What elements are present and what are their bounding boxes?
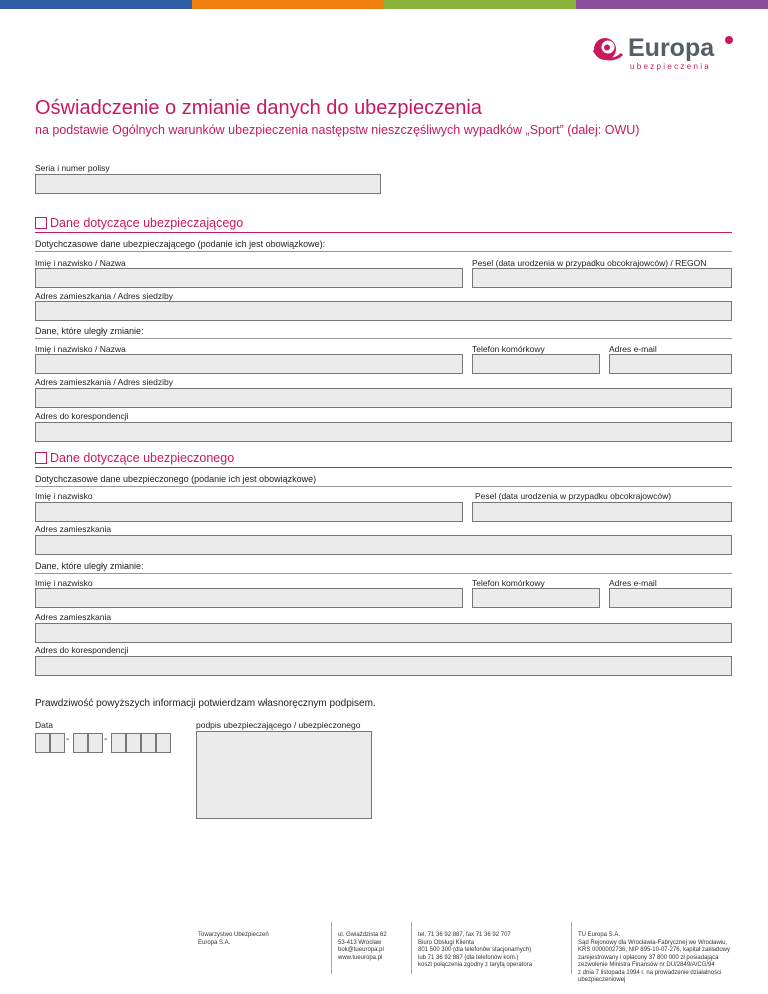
insured-current-pesel-label: Pesel (data urodzenia w przypadku obcokrajowców) [475, 491, 672, 501]
insured-changed-phone-label: Telefon komórkowy [472, 578, 545, 588]
insurer-section-title: Dane dotyczące ubezpieczającego [50, 216, 244, 230]
footer-company [198, 932, 269, 947]
policy-number-field[interactable] [35, 174, 381, 194]
insured-changed-address-label: Adres zamieszkania [35, 612, 112, 622]
date-separator: - [66, 734, 70, 745]
signature-label: podpis ubezpieczającego / ubezpieczonego [196, 720, 361, 730]
insurer-changed-phone-field[interactable] [472, 354, 600, 374]
insurer-section-rule [35, 232, 732, 233]
brand-logo [592, 34, 742, 74]
page-title: Oświadczenie o zmianie danych do ubezpieczenia [35, 97, 482, 119]
insured-current-address-label: Adres zamieszkania [35, 524, 112, 534]
insured-changed-email-field[interactable] [609, 588, 732, 608]
footer-address [338, 932, 387, 962]
logo-wordmark: Europa [628, 34, 715, 62]
insurer-current-rule [35, 251, 732, 252]
top-color-bar [0, 0, 768, 9]
date-label: Data [35, 720, 53, 730]
logo-dot-icon [724, 35, 734, 45]
footer-contact [418, 932, 532, 970]
insurer-current-address-label: Adres zamieszkania / Adres siedziby [35, 291, 173, 301]
insurer-changed-email-field[interactable] [609, 354, 732, 374]
footer-line: 53-413 Wrocław [338, 939, 382, 946]
date-day-digit-1[interactable] [35, 733, 50, 753]
date-month-digit-2[interactable] [88, 733, 103, 753]
footer-line: Towarzystwo Ubezpieczeń [198, 932, 269, 938]
insured-changed-name-label: Imię i nazwisko [35, 578, 93, 588]
insurer-changed-rule [35, 338, 732, 339]
date-separator: - [104, 734, 108, 745]
insurer-changed-phone-label: Telefon komórkowy [472, 344, 545, 354]
insurer-current-pesel-label: Pesel (data urodzenia w przypadku obcokrajowców) / REGON [472, 258, 707, 268]
insurer-section-checkbox[interactable] [35, 217, 47, 229]
insurer-changed-address-label: Adres zamieszkania / Adres siedziby [35, 377, 173, 387]
insured-changed-heading: Dane, które uległy zmianie: [35, 561, 144, 571]
insured-section-checkbox[interactable] [35, 452, 47, 464]
insurer-section-header [35, 215, 243, 231]
insurer-current-name-field[interactable] [35, 268, 463, 288]
signature-field[interactable] [196, 731, 372, 819]
insured-changed-email-label: Adres e-mail [609, 578, 657, 588]
policy-number-label: Seria i numer polisy [35, 163, 110, 173]
footer-website-link[interactable]: www.tueuropa.pl [338, 954, 383, 961]
insurer-current-name-label: Imię i nazwisko / Nazwa [35, 258, 126, 268]
insurer-current-heading: Dotychczasowe dane ubezpieczającego (podanie ich jest obowiązkowe): [35, 239, 326, 249]
footer-email-link[interactable]: bok@tueuropa.pl [338, 947, 384, 953]
footer-line: lub 71 36 92 887 (dla telefonów kom.) [418, 954, 519, 961]
footer-line: TU Europa S.A. [578, 932, 621, 938]
footer-line: ubezpieczeniowej [578, 977, 626, 983]
insured-changed-name-field[interactable] [35, 588, 463, 608]
insurer-changed-name-label: Imię i nazwisko / Nazwa [35, 344, 126, 354]
footer-divider [411, 922, 412, 974]
insurer-correspondence-field[interactable] [35, 422, 732, 442]
insurer-current-pesel-field[interactable] [472, 268, 732, 288]
footer-line: zarejestrowany i opłacony 37 800 000 zł posiadająca [578, 954, 719, 961]
bar-segment-green [384, 0, 576, 9]
insured-changed-phone-field[interactable] [472, 588, 600, 608]
insured-current-heading: Dotychczasowe dane ubezpieczonego (podanie ich jest obowiązkowe) [35, 474, 317, 484]
insured-current-pesel-field[interactable] [472, 502, 732, 522]
insured-correspondence-field[interactable] [35, 656, 732, 676]
date-year-digit-3[interactable] [141, 733, 156, 753]
bar-segment-orange [192, 0, 384, 9]
footer-line: Sąd Rejonowy dla Wrocławia-Fabrycznej we Wrocławiu, [578, 939, 728, 946]
insured-current-name-field[interactable] [35, 502, 463, 522]
insured-current-name-label: Imię i nazwisko [35, 491, 93, 501]
insured-section-header [35, 450, 234, 466]
logo-tagline: ubezpieczenia [630, 62, 712, 71]
footer-line: Europa S.A. [198, 939, 231, 946]
footer-line: 801 500 300 (dla telefonów stacjonarnych) [418, 947, 532, 953]
insurer-current-address-field[interactable] [35, 301, 732, 321]
date-day-digit-2[interactable] [50, 733, 65, 753]
insured-changed-address-field[interactable] [35, 623, 732, 643]
footer-divider [571, 922, 572, 974]
footer-divider [331, 922, 332, 974]
logo-mark-icon [592, 36, 626, 64]
insured-section-title: Dane dotyczące ubezpieczonego [50, 451, 235, 465]
insurer-changed-email-label: Adres e-mail [609, 344, 657, 354]
footer-legal [578, 932, 730, 985]
date-month-digit-1[interactable] [73, 733, 88, 753]
confirmation-statement: Prawdziwość powyższych informacji potwierdzam własnoręcznym podpisem. [35, 698, 376, 709]
insurer-changed-heading: Dane, które uległy zmianie: [35, 326, 144, 336]
footer-line: tel. 71 36 92 887, fax 71 36 92 707 [418, 932, 511, 938]
page-subtitle: na podstawie Ogólnych warunków ubezpieczenia następstw nieszczęśliwych wypadków „Sport” (dalej: OWU) [35, 123, 640, 137]
insured-correspondence-label: Adres do korespondencji [35, 645, 129, 655]
insured-section-rule [35, 467, 732, 468]
insurer-changed-name-field[interactable] [35, 354, 463, 374]
footer-line: z dnia 7 listopada 1994 r. na prowadzenie działalności [578, 969, 722, 976]
insurer-correspondence-label: Adres do korespondencji [35, 411, 129, 421]
bar-segment-purple [576, 0, 768, 9]
insured-current-address-field[interactable] [35, 535, 732, 555]
footer-line: ul. Gwiaździsta 62 [338, 932, 387, 938]
footer-line: zezwolenie Ministra Finansów nr DU/2849/A/CG/94 [578, 962, 715, 968]
date-year-digit-1[interactable] [111, 733, 126, 753]
footer-line: Biuro Obsługi Klienta [418, 939, 475, 946]
footer-line: KRS 0000002736, NIP 895-10-07-276, kapitał zakładowy [578, 947, 730, 953]
bar-segment-blue [0, 0, 192, 9]
insured-current-rule [35, 486, 732, 487]
date-year-digit-4[interactable] [156, 733, 171, 753]
insured-changed-rule [35, 573, 732, 574]
date-year-digit-2[interactable] [126, 733, 141, 753]
insurer-changed-address-field[interactable] [35, 388, 732, 408]
footer-line: koszt połączenia zgodny z taryfą operatora [418, 962, 533, 968]
